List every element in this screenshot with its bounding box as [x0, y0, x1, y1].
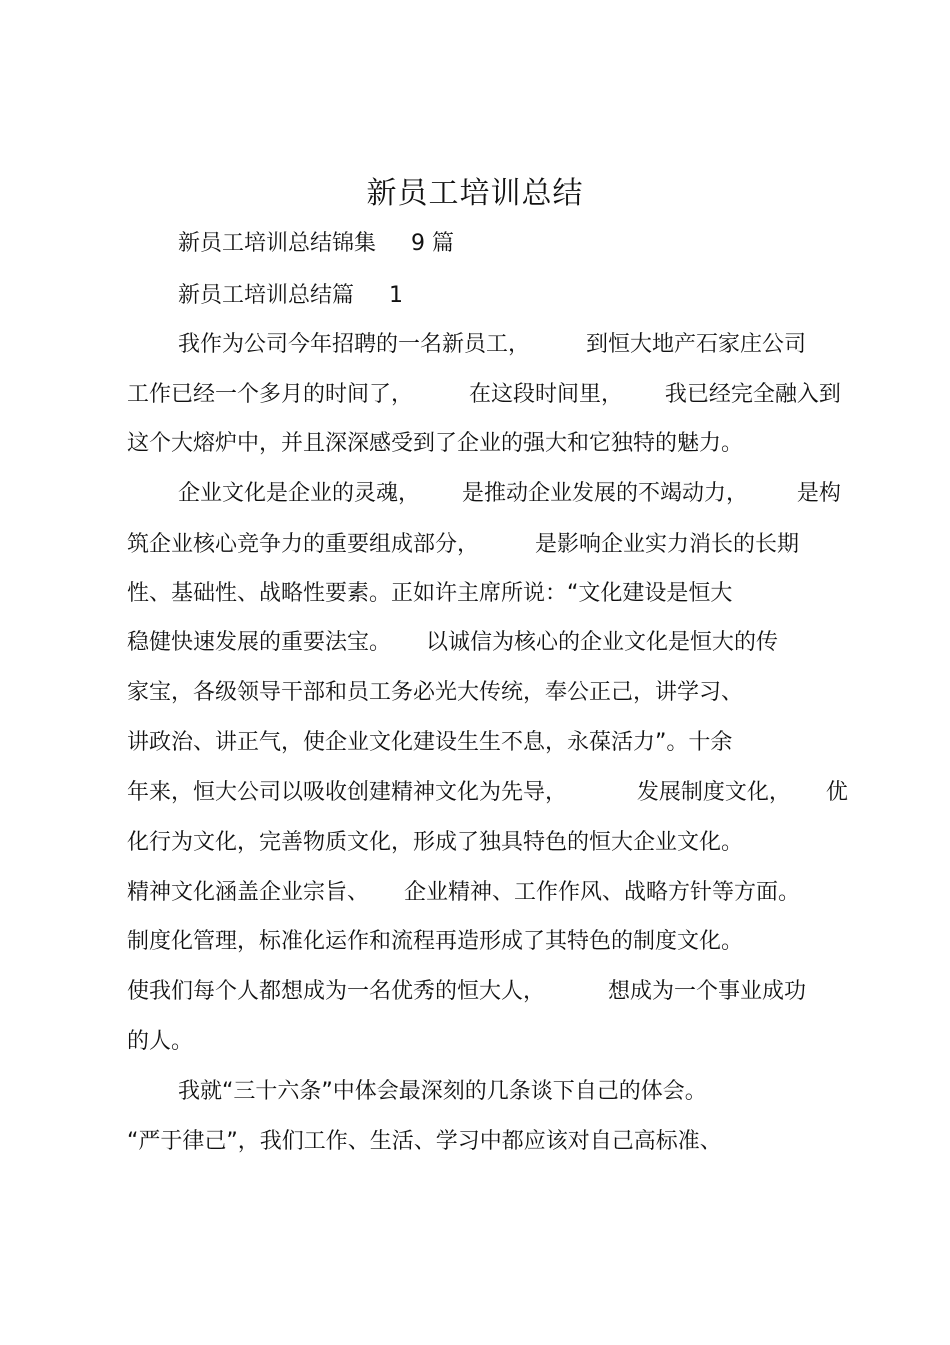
paragraph-line: 筑企业核心竞争力的重要组成部分， 是影响企业实力消长的长期 — [127, 532, 799, 557]
paragraph-line: 稳健快速发展的重要法宝。 以诚信为核心的企业文化是恒大的传 — [127, 630, 778, 655]
subtitle-collection: 新员工培训总结锦集 9 篇 — [178, 231, 454, 256]
paragraph-line: 化行为文化，完善物质文化，形成了独具特色的恒大企业文化。 — [127, 830, 744, 855]
document-title: 新员工培训总结 — [366, 176, 584, 211]
paragraph-line: 讲政治、讲正气，使企业文化建设生生不息，永葆活力”。十余 — [127, 730, 733, 755]
paragraph-line: 我作为公司今年招聘的一名新员工， 到恒大地产石家庄公司 — [178, 332, 806, 357]
paragraph-line: 家宝，各级领导干部和员工务必光大传统，奉公正己，讲学习、 — [127, 680, 744, 705]
paragraph-line: 我就“三十六条”中体会最深刻的几条谈下自己的体会。 — [178, 1079, 707, 1104]
paragraph-line: 制度化管理，标准化运作和流程再造形成了其特色的制度文化。 — [127, 929, 744, 954]
paragraph-line: 企业文化是企业的灵魂， 是推动企业发展的不竭动力， 是构 — [178, 481, 841, 506]
paragraph-line: 年来，恒大公司以吸收创建精神文化为先导， 发展制度文化， 优 — [127, 780, 848, 805]
paragraph-line: 使我们每个人都想成为一名优秀的恒大人， 想成为一个事业成功 — [127, 979, 806, 1004]
subtitle-part: 新员工培训总结篇 1 — [178, 283, 403, 308]
paragraph-line: 工作已经一个多月的时间了， 在这段时间里， 我已经完全融入到 — [127, 382, 841, 407]
paragraph-line: 性、基础性、战略性要素。正如许主席所说：“文化建设是恒大 — [127, 581, 733, 606]
paragraph-line: 的人。 — [127, 1029, 194, 1054]
paragraph-line: 精神文化涵盖企业宗旨、 企业精神、工作作风、战略方针等方面。 — [127, 880, 800, 905]
paragraph-line: “严于律己”，我们工作、生活、学习中都应该对自己高标准、 — [127, 1129, 722, 1154]
paragraph-line: 这个大熔炉中，并且深深感受到了企业的强大和它独特的魅力。 — [127, 431, 744, 456]
